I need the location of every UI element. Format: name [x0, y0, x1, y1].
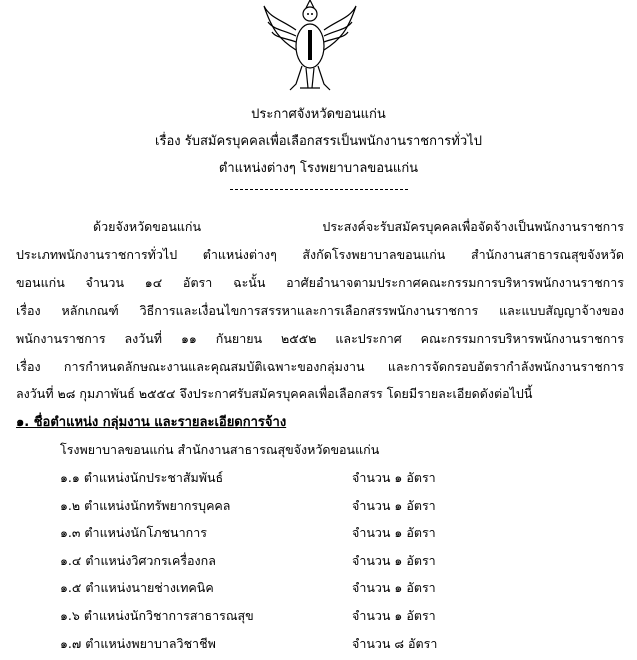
garuda-emblem-icon	[262, 0, 358, 92]
body-line: พนักงานราชการ ลงวันที่ ๑๑ กันยายน ๒๕๕๒ และประกาศ คณะกรรมการบริหารพนักงานราชการ	[16, 331, 624, 346]
organization-line: โรงพยาบาลขอนแก่น สำนักงานสาธารณสุขจังหวัดขอนแก่น	[60, 442, 380, 457]
position-count: จำนวน ๑ อัตรา	[352, 470, 436, 485]
position-name: ๑.๔ ตำแหน่งวิศวกรเครื่องกล	[60, 553, 216, 568]
position-row	[60, 578, 580, 598]
position-name: ๑.๒ ตำแหน่งนักทรัพยากรบุคคล	[60, 498, 231, 513]
position-name: ๑.๕ ตำแหน่งนายช่างเทคนิค	[60, 580, 214, 595]
position-count: จำนวน ๑ อัตรา	[352, 525, 436, 540]
position-count: จำนวน ๑ อัตรา	[352, 580, 436, 595]
position-row	[60, 523, 580, 543]
position-name: ๑.๖ ตำแหน่งนักวิชาการสาธารณสุข	[60, 608, 254, 623]
position-row	[60, 634, 580, 654]
body-line: ขอนแก่น จำนวน ๑๔ อัตรา ฉะนั้น อาศัยอำนาจตามประกาศคณะกรรมการบริหารพนักงานราชการ	[16, 275, 624, 290]
body-line: ด้วยจังหวัดขอนแก่น ประสงค์จะรับสมัครบุคคลเพื่อจัดจ้างเป็นพนักงานราชการ	[93, 219, 624, 234]
body-line: ประเภทพนักงานราชการทั่วไป ตำแหน่งต่างๆ สังกัดโรงพยาบาลขอนแก่น สำนักงานสาธารณสุขจังหวัด	[16, 247, 624, 262]
position-count: จำนวน ๑ อัตรา	[352, 553, 436, 568]
announcement-subject: เรื่อง รับสมัครบุคคลเพื่อเลือกสรรเป็นพนักงานราชการทั่วไป	[155, 134, 482, 149]
position-count: จำนวน ๑ อัตรา	[352, 608, 436, 623]
header-divider	[230, 189, 408, 190]
position-name: ๑.๑ ตำแหน่งนักประชาสัมพันธ์	[60, 470, 224, 485]
position-name: ๑.๗ ตำแหน่งพยาบาลวิชาชีพ	[60, 636, 216, 651]
position-name: ๑.๓ ตำแหน่งนักโภชนาการ	[60, 525, 207, 540]
position-row	[60, 606, 580, 626]
section-heading: ๑. ชื่อตำแหน่ง กลุ่มงาน และรายละเอียดการจ้าง	[16, 415, 287, 430]
body-line: เรื่อง หลักเกณฑ์ วิธีการและเงื่อนไขการสรรหาและการเลือกสรรพนักงานราชการ และแบบสัญญาจ้างของ	[16, 303, 624, 318]
announcement-title: ประกาศจังหวัดขอนแก่น	[251, 107, 386, 122]
position-row	[60, 496, 580, 516]
body-line: เรื่อง การกำหนดลักษณะงานและคุณสมบัติเฉพาะของกลุ่มงาน และการจัดกรอบอัตรากำลังพนักงานราชการ	[16, 359, 624, 374]
announcement-subtitle: ตำแหน่งต่างๆ โรงพยาบาลขอนแก่น	[218, 161, 419, 176]
position-row	[60, 468, 580, 488]
body-line: ลงวันที่ ๒๘ กุมภาพันธ์ ๒๕๕๔ จึงประกาศรับสมัครบุคคลเพื่อเลือกสรร โดยมีรายละเอียดดังต่อไปนี้	[16, 386, 533, 401]
position-count: จำนวน ๑ อัตรา	[352, 498, 436, 513]
position-count: จำนวน ๘ อัตรา	[352, 636, 438, 651]
position-row	[60, 551, 580, 571]
